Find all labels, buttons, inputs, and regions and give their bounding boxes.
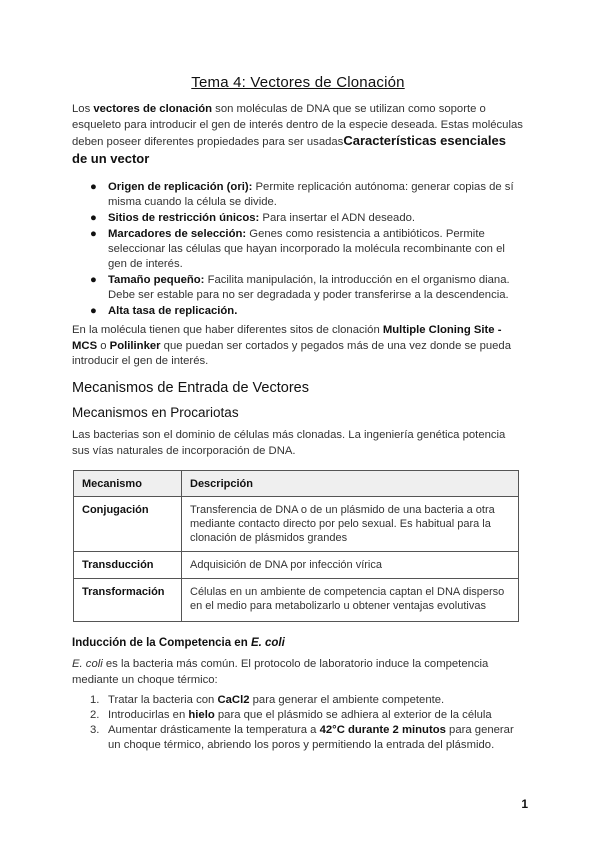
mcs-pre: En la molécula tienen que haber diferentes sitos de clonación (72, 324, 383, 336)
feature-term: Origen de replicación (ori): (108, 181, 253, 193)
step-bold: CaCl2 (217, 694, 250, 706)
page-title: Tema 4: Vectores de Clonación (191, 74, 405, 91)
description-cell: Adquisición de DNA por infección vírica (182, 552, 519, 579)
intro-pre: Los (72, 103, 94, 115)
list-item (72, 723, 524, 753)
feature-text: Genes como resistencia a antibióticos. Permite seleccionar las células que hayan incorporado la molécula recombinante con el gen de interés. (108, 227, 505, 271)
induction-text: es la bacteria más común. El protocolo de laboratorio induce la competencia mediante un choque térmico: (72, 658, 489, 686)
step-post: para generar el ambiente competente. (249, 694, 445, 706)
bullet-icon: ● (90, 211, 97, 224)
table-header-row (74, 471, 519, 497)
step-number: 1. (90, 694, 100, 706)
features-heading: Características esenciales de un vector (72, 133, 506, 166)
step-bold: hielo (188, 709, 215, 721)
list-item (72, 273, 524, 303)
mechanism-cell: Transformación (74, 579, 182, 622)
description-cell: Transferencia de DNA o de un plásmido de una bacteria a otra mediante contacto directo por pelo sexual. Es habitual para la clonación de plásmidos grandes (182, 497, 519, 552)
list-item (72, 708, 524, 723)
list-item (72, 211, 524, 226)
feature-term: Marcadores de selección: (108, 227, 247, 240)
mcs-post: que puedan ser cortados y pegados más de una vez donde se pueda introducir el gen de interés. (72, 339, 511, 367)
bullet-icon: ● (90, 181, 97, 193)
list-item (72, 227, 524, 273)
induction-paragraph (72, 657, 524, 688)
feature-text: Facilita manipulación, la introducción en el organismo diana. Debe ser estable para no ser degradada y poder transferirse a la descendencia. (108, 273, 510, 301)
table-row (74, 552, 519, 579)
table-row (74, 497, 519, 552)
mechanism-cell: Conjugación (74, 497, 182, 552)
section-heading: Mecanismos de Entrada de Vectores (72, 380, 309, 396)
polilinker-term: Polilinker (109, 339, 161, 352)
step-number: 2. (90, 709, 100, 721)
header-mechanism: Mecanismo (74, 471, 182, 497)
bullet-icon: ● (90, 227, 97, 240)
table-row (74, 579, 519, 622)
bullet-icon: ● (90, 304, 97, 317)
list-item (72, 693, 524, 708)
mcs-mid: o (97, 339, 110, 352)
step-pre: Aumentar drásticamente la temperatura a (108, 724, 320, 736)
intro-term: vectores de clonación (93, 103, 213, 115)
description-cell: Células en un ambiente de competencia captan el DNA disperso en el medio para metabolizarlo u obtener ventajas evolutivas (182, 579, 519, 622)
mechanism-cell: Transducción (74, 552, 182, 579)
mcs-paragraph (72, 323, 524, 370)
induction-heading-pre: Inducción de la Competencia en (72, 637, 251, 649)
page-number: 1 (521, 797, 528, 811)
feature-term: Tamaño pequeño: (108, 273, 205, 286)
mcs-term: Multiple Cloning Site - MCS (72, 324, 502, 352)
steps-list (72, 693, 524, 753)
step-pre: Introducirlas en (108, 709, 189, 721)
induction-heading-italic: E. coli (250, 637, 285, 649)
header-description: Descripción (182, 471, 519, 497)
step-number: 3. (90, 724, 100, 736)
subsection-heading: Mecanismos en Procariotas (72, 405, 239, 420)
list-item (72, 180, 524, 210)
step-post: para que el plásmido se adhiera al exterior de la célula (214, 709, 492, 721)
step-post: para generar un choque térmico, abriendo los poros y permitiendo la entrada del plásmido. (108, 724, 514, 751)
step-bold: 42°C durante 2 minutos (319, 724, 446, 736)
induction-species: E. coli (72, 658, 103, 670)
intro-post: son moléculas de DNA que se utilizan como soporte o esqueleto para introducir el gen de interés dentro de la especie deseada. Estas moléculas deben poseer diferentes propiedades para ser usadas (72, 103, 523, 148)
bullet-icon: ● (90, 273, 97, 286)
features-list (72, 180, 524, 319)
induction-heading (72, 637, 285, 649)
feature-term: Sitios de restricción únicos: (108, 211, 260, 224)
prokaryote-paragraph: Las bacterias son el dominio de células más clonadas. La ingeniería genética potencia sus vías naturales de incorporación de DNA. (72, 429, 506, 457)
step-pre: Tratar la bacteria con (108, 694, 218, 706)
feature-text: Para insertar el ADN deseado. (259, 211, 416, 224)
intro-paragraph (72, 102, 524, 168)
feature-text: Permite replicación autónoma: generar copias de sí misma cuando la célula se divide. (108, 181, 514, 209)
list-item (72, 304, 524, 319)
feature-term: Alta tasa de replicación. (108, 304, 238, 317)
mechanisms-table (73, 470, 519, 622)
